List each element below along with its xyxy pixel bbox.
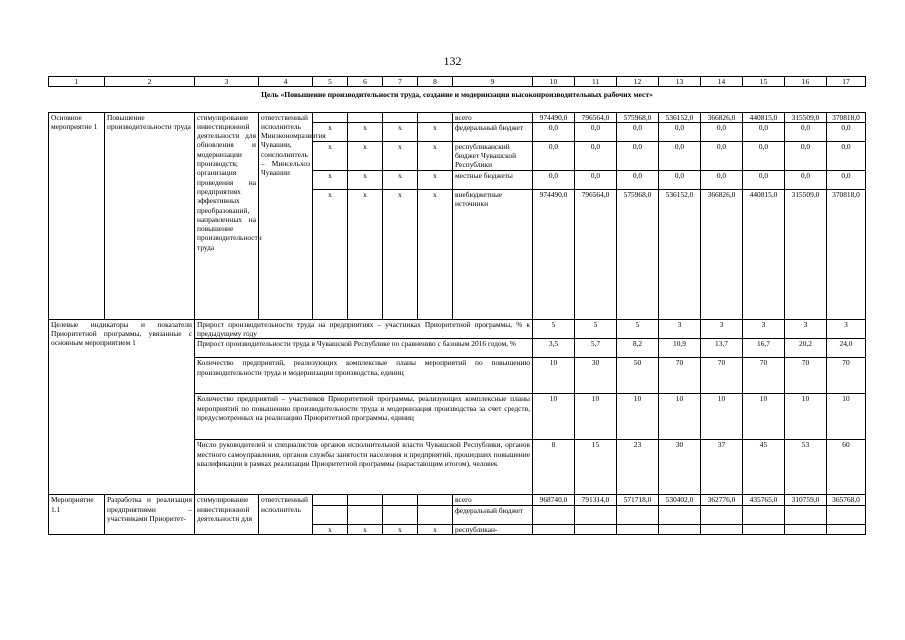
indicator-value: 10	[743, 394, 785, 440]
indicator-value: 70	[827, 358, 866, 394]
value-cell	[533, 505, 575, 524]
code-cell	[383, 112, 418, 122]
value-cell: 0,0	[785, 122, 827, 141]
indicator-text: Прирост производительности труда в Чувашской Республике по сравнению с базовым 2016 годом, %	[195, 339, 533, 358]
value-cell: 0,0	[743, 141, 785, 170]
column-number: 15	[743, 77, 785, 87]
code-cell: x	[418, 170, 453, 189]
value-cell	[533, 524, 575, 534]
code-cell: x	[348, 189, 383, 319]
value-cell	[617, 524, 659, 534]
code-cell: x	[313, 141, 348, 170]
event-responsible: ответственный исполнитель	[259, 495, 313, 535]
column-number: 12	[617, 77, 659, 87]
value-cell: 0,0	[617, 170, 659, 189]
value-cell: 796564,0	[575, 112, 617, 122]
value-cell: 0,0	[617, 122, 659, 141]
value-cell: 0,0	[785, 141, 827, 170]
value-cell	[617, 505, 659, 524]
value-cell: 575968,0	[617, 189, 659, 319]
value-cell: 0,0	[659, 170, 701, 189]
indicator-text: Число руководителей и специалистов органов исполнительной власти Чувашской Республики, органов местного самоуправления, органов службы занятости населения и предприятий, прошедших повышение квалификации в рамках реализации Приоритетной программы (нарастающим итогом), человек	[195, 440, 533, 495]
value-cell: 0,0	[827, 122, 866, 141]
indicator-value: 3	[827, 319, 866, 339]
column-number: 8	[418, 77, 453, 87]
indicator-value: 10	[827, 394, 866, 440]
value-cell: 0,0	[617, 141, 659, 170]
value-cell: 530402,0	[659, 495, 701, 505]
code-cell: x	[313, 189, 348, 319]
column-number: 17	[827, 77, 866, 87]
value-cell: 0,0	[533, 141, 575, 170]
column-number: 13	[659, 77, 701, 87]
value-cell	[659, 505, 701, 524]
indicator-value: 60	[827, 440, 866, 495]
code-cell	[383, 505, 418, 524]
value-cell	[743, 524, 785, 534]
indicator-value: 20,2	[785, 339, 827, 358]
code-cell	[348, 112, 383, 122]
value-cell	[785, 524, 827, 534]
indicator-value: 3	[743, 319, 785, 339]
indicator-value: 70	[659, 358, 701, 394]
code-cell	[348, 505, 383, 524]
indicator-value: 10,9	[659, 339, 701, 358]
value-cell: 0,0	[533, 170, 575, 189]
value-cell: 315509,0	[785, 189, 827, 319]
indicator-value: 10	[659, 394, 701, 440]
event-title: Разработка и реализация предприятиями – участниками Приоритет-	[105, 495, 195, 535]
indicator-value: 10	[701, 394, 743, 440]
indicator-value: 10	[785, 394, 827, 440]
value-cell	[701, 505, 743, 524]
value-cell: 366826,0	[701, 112, 743, 122]
code-cell: x	[418, 122, 453, 141]
value-cell	[575, 505, 617, 524]
goal-row	[49, 87, 866, 112]
funding-source: федеральный бюджет	[453, 122, 533, 141]
goal-title: Цель «Повышение производительности труда, создание и модернизация высокопроизводительных рабочих мест»	[49, 87, 866, 112]
code-cell	[383, 495, 418, 505]
value-cell: 366826,0	[701, 189, 743, 319]
value-cell	[743, 505, 785, 524]
column-number: 4	[259, 77, 313, 87]
code-cell: x	[383, 524, 418, 534]
indicator-value: 53	[785, 440, 827, 495]
indicator-value: 30	[659, 440, 701, 495]
value-cell: 0,0	[785, 170, 827, 189]
indicator-value: 3	[785, 319, 827, 339]
indicator-value: 5	[575, 319, 617, 339]
value-cell: 0,0	[659, 141, 701, 170]
code-cell: x	[348, 524, 383, 534]
value-cell: 0,0	[701, 122, 743, 141]
event-description: стимулирование инвестиционной деятельности для	[195, 495, 259, 535]
column-number: 11	[575, 77, 617, 87]
indicator-value: 13,7	[701, 339, 743, 358]
code-cell	[348, 495, 383, 505]
indicator-value: 10	[533, 358, 575, 394]
funding-source: местные бюджеты	[453, 170, 533, 189]
value-cell: 310759,0	[785, 495, 827, 505]
code-cell	[313, 505, 348, 524]
column-number: 1	[49, 77, 105, 87]
indicator-value: 70	[701, 358, 743, 394]
code-cell: x	[383, 170, 418, 189]
value-cell: 796564,0	[575, 189, 617, 319]
code-cell: x	[418, 141, 453, 170]
main-event-row	[49, 112, 866, 122]
event-name: Основное мероприятие 1	[49, 112, 105, 319]
indicator-value: 5	[617, 319, 659, 339]
indicator-value: 3,5	[533, 339, 575, 358]
code-cell: x	[383, 122, 418, 141]
code-cell	[418, 495, 453, 505]
code-cell: x	[348, 141, 383, 170]
funding-source: всего	[453, 495, 533, 505]
column-number: 6	[348, 77, 383, 87]
value-cell: 370818,0	[827, 112, 866, 122]
indicator-value: 8,2	[617, 339, 659, 358]
value-cell	[659, 524, 701, 534]
column-number: 14	[701, 77, 743, 87]
indicator-value: 5	[533, 319, 575, 339]
column-number: 9	[453, 77, 533, 87]
value-cell: 0,0	[701, 141, 743, 170]
column-number: 16	[785, 77, 827, 87]
indicator-value: 10	[617, 394, 659, 440]
funding-source: внебюджетные источники	[453, 189, 533, 319]
indicator-value: 70	[785, 358, 827, 394]
event-responsible: ответственный исполнитель Минэкономразвития Чувашии, соисполнитель – Минсельхоз Чувашии	[259, 112, 313, 319]
code-cell: x	[418, 524, 453, 534]
indicator-value: 23	[617, 440, 659, 495]
code-cell	[313, 112, 348, 122]
column-number: 7	[383, 77, 418, 87]
indicator-value: 10	[575, 394, 617, 440]
code-cell: x	[418, 189, 453, 319]
code-cell: x	[383, 141, 418, 170]
value-cell: 0,0	[743, 122, 785, 141]
value-cell: 536152,0	[659, 112, 701, 122]
indicator-text: Количество предприятий – участников Приоритетной программы, реализующих комплексные планы мероприятий по повышению производительности труда и модернизация производства за счет средств, предусмотренных на реализацию Приоритетной программы, единиц	[195, 394, 533, 440]
value-cell: 362776,0	[701, 495, 743, 505]
column-number: 3	[195, 77, 259, 87]
code-cell	[418, 505, 453, 524]
value-cell	[575, 524, 617, 534]
value-cell: 974490,0	[533, 189, 575, 319]
value-cell: 0,0	[659, 122, 701, 141]
code-cell: x	[313, 524, 348, 534]
value-cell: 0,0	[575, 141, 617, 170]
code-cell: x	[348, 170, 383, 189]
indicator-value: 37	[701, 440, 743, 495]
code-cell: x	[313, 170, 348, 189]
column-number: 2	[105, 77, 195, 87]
page-number: 132	[443, 54, 462, 68]
event-title: Повышение производительности труда	[105, 112, 195, 319]
code-cell	[418, 112, 453, 122]
indicator-value: 3	[659, 319, 701, 339]
value-cell: 575968,0	[617, 112, 659, 122]
code-cell: x	[383, 189, 418, 319]
value-cell	[701, 524, 743, 534]
column-number: 10	[533, 77, 575, 87]
value-cell: 0,0	[827, 141, 866, 170]
value-cell: 315509,0	[785, 112, 827, 122]
indicator-value: 24,0	[827, 339, 866, 358]
indicators-label: Целевые индикаторы и показатели Приоритетной программы, увязанные с основным мероприятием 1	[49, 319, 195, 495]
indicator-value: 3	[701, 319, 743, 339]
value-cell	[827, 524, 866, 534]
funding-source: федеральный бюджет	[453, 505, 533, 524]
event-1-1-row	[49, 495, 866, 505]
column-number-row	[49, 77, 866, 87]
indicator-text: Количество предприятий, реализующих комплексные планы мероприятий по повышению производительности труда и модернизации производства, единиц	[195, 358, 533, 394]
indicator-value: 5,7	[575, 339, 617, 358]
code-cell: x	[313, 122, 348, 141]
indicator-value: 16,7	[743, 339, 785, 358]
value-cell: 0,0	[533, 122, 575, 141]
value-cell: 974490,0	[533, 112, 575, 122]
value-cell: 440815,0	[743, 189, 785, 319]
value-cell: 0,0	[701, 170, 743, 189]
code-cell	[313, 495, 348, 505]
code-cell: x	[348, 122, 383, 141]
funding-source: республикан-	[453, 524, 533, 534]
value-cell	[827, 505, 866, 524]
value-cell: 968740,0	[533, 495, 575, 505]
column-number: 5	[313, 77, 348, 87]
indicator-value: 30	[575, 358, 617, 394]
indicator-value: 45	[743, 440, 785, 495]
indicator-value: 8	[533, 440, 575, 495]
indicator-value: 15	[575, 440, 617, 495]
value-cell: 791314,0	[575, 495, 617, 505]
indicator-value: 50	[617, 358, 659, 394]
value-cell	[785, 505, 827, 524]
indicator-value: 70	[743, 358, 785, 394]
value-cell: 440815,0	[743, 112, 785, 122]
indicator-row	[49, 319, 866, 339]
value-cell: 0,0	[575, 122, 617, 141]
value-cell: 0,0	[827, 170, 866, 189]
value-cell: 571718,0	[617, 495, 659, 505]
value-cell: 536152,0	[659, 189, 701, 319]
program-table	[48, 76, 866, 535]
funding-source: республиканский бюджет Чувашской Республики	[453, 141, 533, 170]
event-name: Мероприятие 1.1	[49, 495, 105, 535]
value-cell: 365768,0	[827, 495, 866, 505]
value-cell: 0,0	[743, 170, 785, 189]
indicator-value: 10	[533, 394, 575, 440]
funding-source: всего	[453, 112, 533, 122]
value-cell: 435765,0	[743, 495, 785, 505]
value-cell: 370818,0	[827, 189, 866, 319]
indicator-text: Прирост производительности труда на предприятиях – участниках Приоритетной программы, % к предыдущему году	[195, 319, 533, 339]
event-description: стимулирование инвестиционной деятельности для обновления и модернизации производств; организация проведения на предприятиях эффективных преобразований, направленных на повышение производительности труда	[195, 112, 259, 319]
value-cell: 0,0	[575, 170, 617, 189]
